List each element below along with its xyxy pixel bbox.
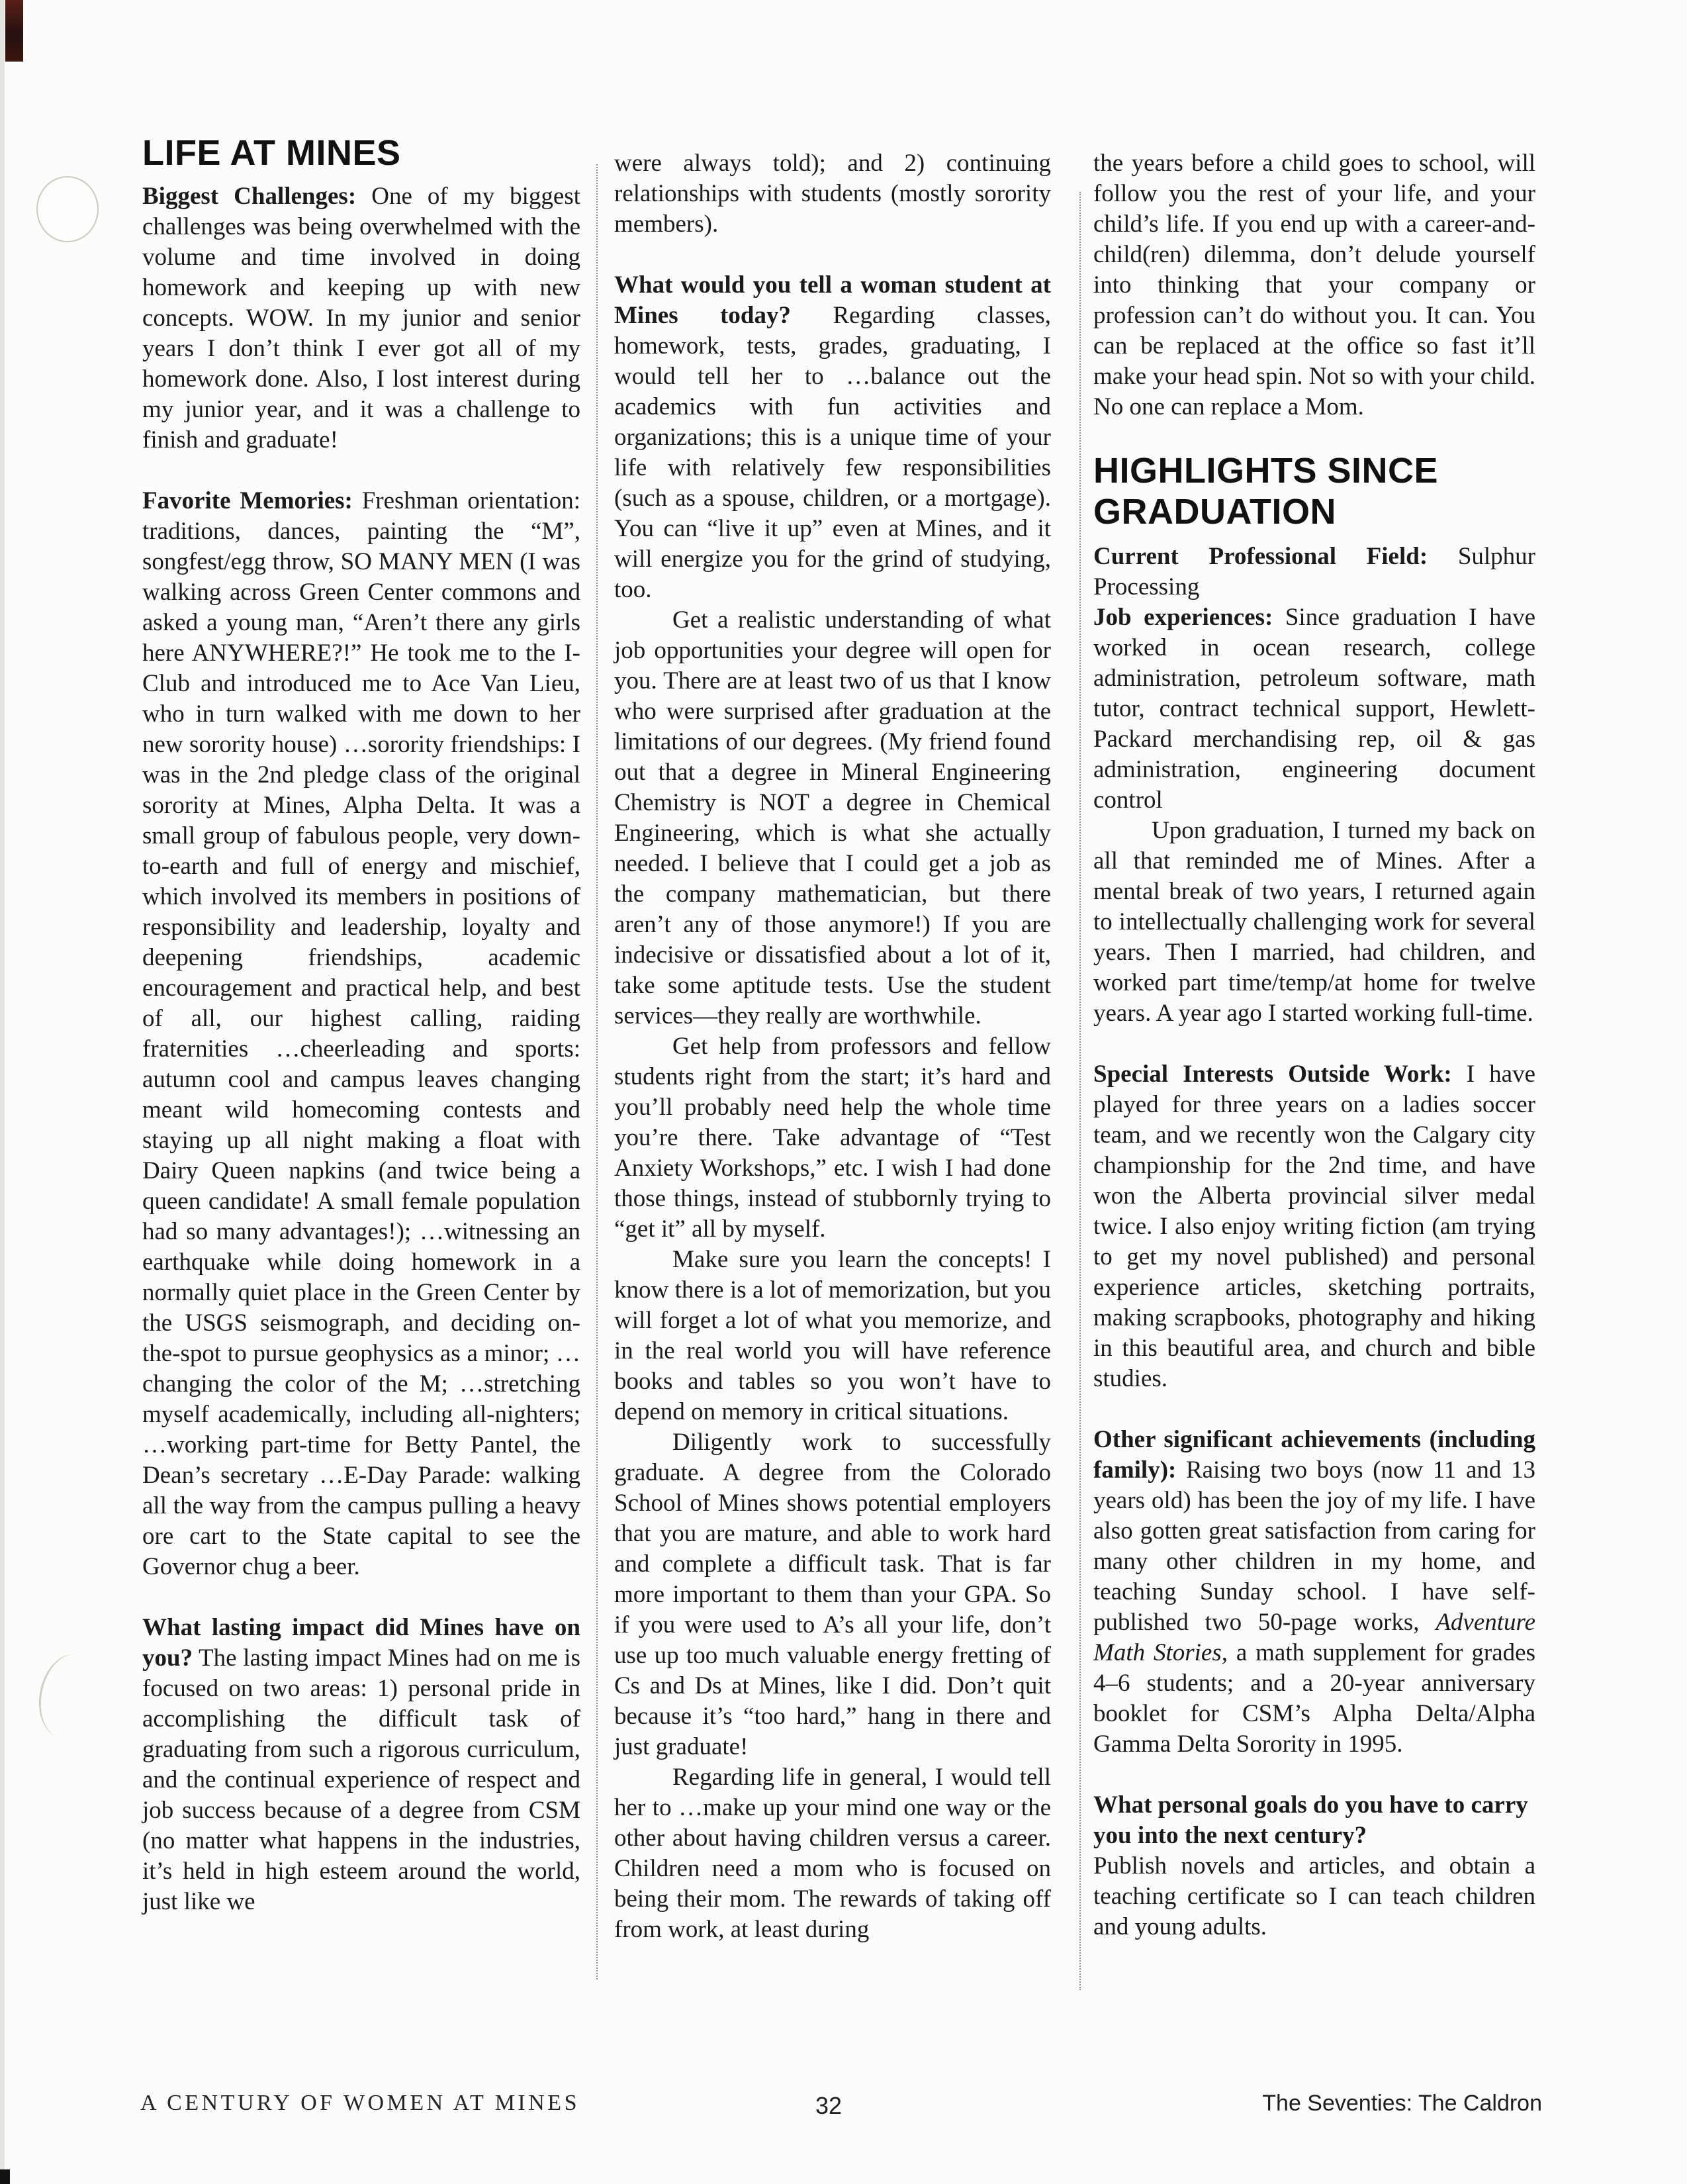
page-number: 32 — [815, 2092, 843, 2119]
hole-punch-mark — [36, 176, 99, 242]
paragraph-favorite-memories — [142, 486, 580, 1582]
paragraph-achievements — [1093, 1425, 1535, 1760]
question-label: Special Interests Outside Work: — [1093, 1061, 1452, 1088]
question-label: What personal goals do you have to carry you into the next century? — [1093, 1791, 1528, 1849]
book-title-italic: Adventure Math Stories, — [1093, 1609, 1535, 1666]
answer-text: were always told); and 2) continuing relationships with students (mostly sorority members). — [614, 150, 1051, 238]
scan-curve-mark — [32, 1648, 106, 1743]
paragraph-realistic-understanding — [614, 605, 1051, 1031]
answer-text: Upon graduation, I turned my back on all that reminded me of Mines. After a mental break of two years, I returned again to intellectually challenging work for several years. Then I married, had children, and worked part time/temp/at home for twelve years. A year ago I started working full-time. — [1093, 817, 1535, 1027]
answer-text: a math supplement for grades 4–6 students; and a 20-year anniversary booklet for CSM’s Alpha Delta/Alpha Gamma Delta Sorority in 1995. — [1093, 1639, 1535, 1758]
paragraph-job-experiences — [1093, 602, 1535, 816]
scan-artifact-top-left — [5, 0, 23, 62]
section-title-highlights: HIGHLIGHTS SINCE GRADUATION — [1093, 451, 1439, 532]
section-title-life-at-mines: LIFE AT MINES — [142, 133, 401, 173]
column-separator-2 — [1079, 192, 1081, 1990]
question-label: Other significant achievements (including family): — [1093, 1426, 1535, 1484]
answer-text: Freshman orientation: traditions, dances, painting the “M”, songfest/egg throw, SO MANY MEN (I was walking across Green Center commons and asked a young man, “Aren’t there any girls here ANYWHERE?!” He took me to the I-Club and introduced me to Ace Van Lieu, who in turn walked with me down to her new sorority house) …sorority friendships: I was in the 2nd pledge class of the original sorority at Mines, Alpha Delta. It was a small group of fabulous people, very down-to-earth and full of energy and mischief, which involved its members in positions of responsibility and leadership, loyalty and deepening friendships, academic encouragement and practical help, and best of all, our highest calling, raiding fraternities …cheerleading and sports: autumn cool and campus leaves changing meant wild homecoming contests and staying up all night making a float with Dairy Queen napkins (and twice being a queen candidate! A small female population had so many advantages!); …witnessing an earthquake while doing homework in a normally quiet place in the Green Center by the USGS seismograph, and deciding on-the-spot to pursue geophysics as a minor; …changing the color of the M; …stretching myself academically, including all-nighters; …working part-time for Betty Pantel, the Dean’s secretary …E-Day Parade: walking all the way from the campus pulling a heavy ore cart to the State capital to see the Governor chug a beer. — [142, 487, 580, 1580]
paragraph-personal-goals — [1093, 1790, 1535, 1942]
answer-text: Regarding classes, homework, tests, grades, graduating, I would tell her to …balance out the academics with fun activities and organizations; this is a unique time of your life with relatively few responsibilities (such as a spouse, children, or a mortgage). You can “live it up” even at Mines, and it will energize you for the grind of studying, too. — [614, 302, 1052, 603]
paragraph-learn-concepts — [614, 1245, 1051, 1427]
scan-artifact-bottom-left — [0, 2169, 10, 2184]
answer-text: Raising two boys (now 11 and 13 years old) has been the joy of my life. I have also gotten great satisfaction from caring for many other children in my home, and teaching Sunday school. I have self-published two 50-page works, — [1093, 1456, 1535, 1636]
answer-text: Regarding life in general, I would tell her to …make up your mind one way or the other about having children versus a career. Children need a mom who is focused on being their mom. The rewards of taking off from work, at least during — [614, 1764, 1051, 1943]
column-1 — [142, 132, 580, 1917]
paragraph-diligently-work — [614, 1427, 1051, 1762]
paragraph-get-help — [614, 1031, 1051, 1245]
answer-text: Get help from professors and fellow students right from the start; it’s hard and you’ll probably need help the whole time you’re there. Take advantage of “Test Anxiety Workshops,” etc. I wish I had done those things, instead of stubbornly trying to “get it” all by myself. — [614, 1033, 1051, 1243]
question-label: What would you tell a woman student at Mines today? — [614, 271, 1051, 329]
question-label: Biggest Challenges: — [142, 183, 357, 210]
answer-text: Get a realistic understanding of what job opportunities your degree will open for you. There are at least two of us that I know who were surprised after graduation at the limitations of our degrees. (My friend found out that a degree in Mineral Engineering Chemistry is NOT a degree in Chemical Engineering, which is what she actually needed. I believe that I could get a job as the company mathematician, but there aren’t any of those anymore!) If you are indecisive or dissatisfied about a lot of it, take some aptitude tests. Use the student services—they really are worthwhile. — [614, 606, 1051, 1029]
column-separator-1 — [596, 164, 598, 1979]
paragraph-regarding-life — [614, 1762, 1051, 1945]
answer-text: Diligently work to successfully graduate. A degree from the Colorado School of Mines shows potential employers that you are mature, and able to work hard and complete a difficult task. That is far more important to them than your GPA. So if you were used to A’s all your life, don’t use up too much valuable energy fretting of Cs and Ds at Mines, like I did. Don’t quit because it’s “too hard,” hang in there and just graduate! — [614, 1429, 1051, 1760]
paragraph-continuation — [614, 148, 1051, 240]
question-label: Favorite Memories: — [142, 487, 353, 514]
scan-edge-shadow — [0, 0, 5, 2184]
question-label: Job experiences: — [1093, 604, 1273, 631]
paragraph-professional-field — [1093, 542, 1535, 602]
answer-text: Publish novels and articles, and obtain a teaching certificate so I can teach children and young adults. — [1093, 1852, 1535, 1940]
question-label: Current Professional Field: — [1093, 543, 1428, 570]
question-label: What lasting impact did Mines have on you? — [142, 1614, 580, 1672]
column-3 — [1093, 148, 1535, 1942]
paragraph-lasting-impact — [142, 1613, 580, 1917]
answer-text: Sulphur Processing — [1093, 543, 1536, 600]
answer-text: The lasting impact Mines had on me is focused on two areas: 1) personal pride in accomplishing the difficult task of graduating from such a rigorous curriculum, and the continual experience of respect and job success because of a degree from CSM (no matter what happens in the industries, it’s held in high esteem around the world, just like we — [142, 1644, 580, 1915]
answer-text: Since graduation I have worked in ocean research, college administration, petroleum software, math tutor, contract technical support, Hewlett-Packard merchandising rep, oil & gas administration, engineering document control — [1093, 604, 1535, 814]
answer-text: One of my biggest challenges was being overwhelmed with the volume and time involved in doing homework and keeping up with new concepts. WOW. In my junior and senior years I don’t think I ever got all of my homework done. Also, I lost interest during my junior year, and it was a challenge to finish and graduate! — [142, 183, 581, 453]
footer-book-title: A CENTURY OF WOMEN AT MINES — [140, 2091, 580, 2115]
paragraph-upon-graduation — [1093, 816, 1535, 1029]
paragraph-continuation-2 — [1093, 148, 1535, 422]
answer-text: Make sure you learn the concepts! I know there is a lot of memorization, but you will forget a lot of what you memorize, and in the real world you will have reference books and tables so you won’t have to depend on memory in critical situations. — [614, 1246, 1051, 1425]
footer-chapter-title: The Seventies: The Caldron — [1262, 2091, 1542, 2116]
answer-text: the years before a child goes to school, will follow you the rest of your life, and your child’s life. If you end up with a career-and-child(ren) dilemma, don’t delude yourself into thinking that your company or profession can’t do without you. It can. You can be replaced at the office so fast it’ll make your head spin. Not so with your child. No one can replace a Mom. — [1093, 150, 1535, 420]
answer-text: I have played for three years on a ladies soccer team, and we recently won the Calgary city championship for the 2nd time, and have won the Alberta provincial silver medal twice. I also enjoy writing fiction (am trying to get my novel published) and personal experience articles, sketching portraits, making scrapbooks, photography and hiking in this beautiful area, and church and bible studies. — [1093, 1061, 1536, 1392]
paragraph-biggest-challenges — [142, 181, 580, 455]
paragraph-special-interests — [1093, 1059, 1535, 1394]
paragraph-woman-student — [614, 270, 1051, 605]
column-2 — [614, 148, 1051, 1945]
